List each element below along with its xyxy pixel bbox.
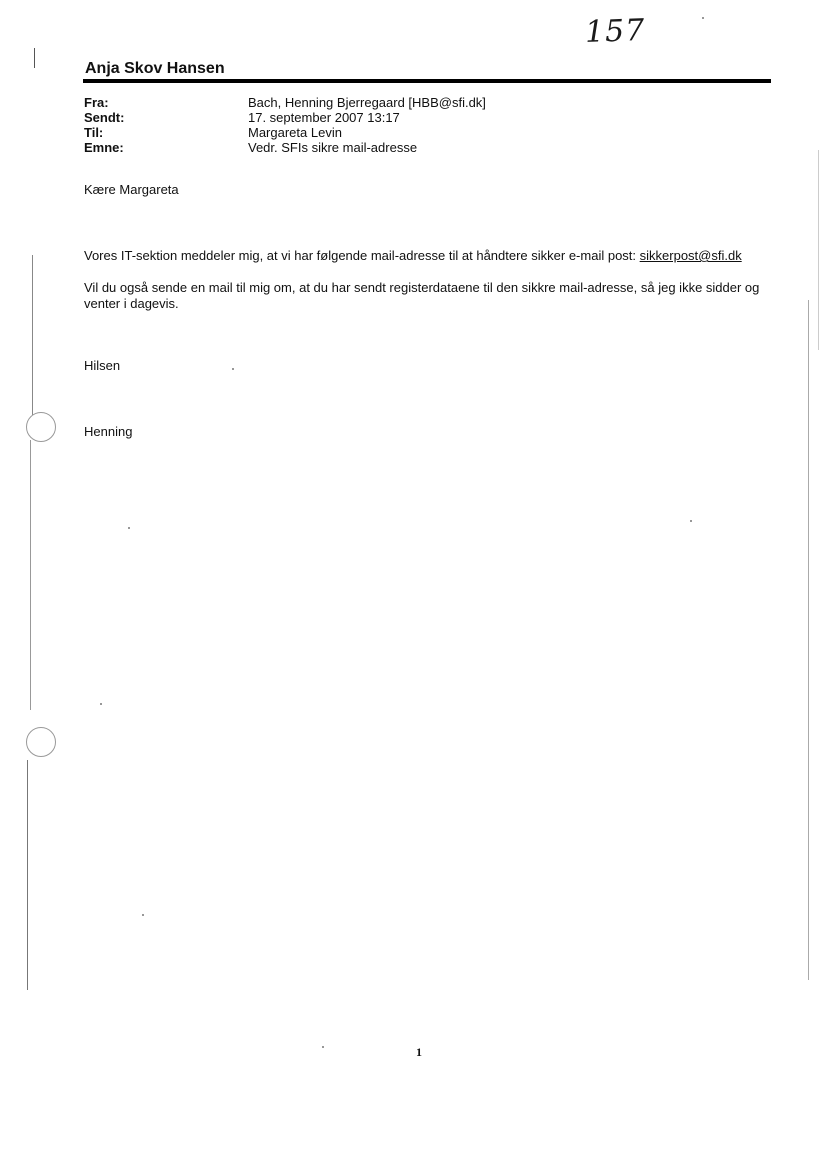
scan-speck bbox=[322, 1046, 324, 1048]
paragraph-text: Vores IT-sektion meddeler mig, at vi har følgende mail-adresse til at håndtere sikker e-mail post: bbox=[84, 248, 640, 263]
signature: Henning bbox=[84, 424, 133, 439]
email-metadata bbox=[84, 95, 486, 155]
body-paragraph: Vil du også sende en mail til mig om, at du har sendt registerdataene til den sikkre mail-adresse, så jeg ikke sidder og venter i dagevis. bbox=[84, 280, 760, 311]
greeting: Kære Margareta bbox=[84, 182, 179, 197]
meta-label: Sendt: bbox=[84, 110, 125, 125]
body-paragraph bbox=[84, 248, 774, 264]
meta-value: Vedr. SFIs sikre mail-adresse bbox=[248, 140, 418, 155]
scan-speck bbox=[142, 914, 144, 916]
scan-margin-line bbox=[30, 440, 31, 710]
scan-speck bbox=[128, 527, 130, 529]
scan-margin-line bbox=[34, 48, 35, 68]
meta-row-to bbox=[84, 125, 486, 140]
scan-margin-line bbox=[808, 300, 809, 980]
punch-hole bbox=[26, 412, 56, 442]
meta-label: Fra: bbox=[84, 95, 109, 110]
meta-value: Margareta Levin bbox=[248, 125, 342, 140]
meta-row-subject bbox=[84, 140, 486, 155]
scan-margin-line bbox=[27, 760, 28, 990]
scan-margin-line bbox=[818, 150, 819, 350]
scan-speck bbox=[690, 520, 692, 522]
meta-value: Bach, Henning Bjerregaard [HBB@sfi.dk] bbox=[248, 95, 486, 110]
meta-label: Til: bbox=[84, 125, 104, 140]
email-link[interactable]: sikkerpost@sfi.dk bbox=[639, 248, 742, 263]
meta-label: Emne: bbox=[84, 140, 124, 155]
closing: Hilsen bbox=[84, 358, 121, 373]
meta-row-from bbox=[84, 95, 486, 110]
page-number: 1 bbox=[416, 1045, 422, 1059]
header-divider bbox=[83, 79, 771, 83]
meta-value: 17. september 2007 13:17 bbox=[248, 110, 400, 125]
handwritten-page-number: 157 bbox=[584, 12, 646, 51]
scan-speck bbox=[702, 17, 704, 19]
punch-hole bbox=[26, 727, 56, 757]
meta-row-sent bbox=[84, 110, 486, 125]
sender-name: Anja Skov Hansen bbox=[85, 60, 225, 77]
scan-speck bbox=[100, 703, 102, 705]
scan-margin-line bbox=[32, 255, 33, 415]
